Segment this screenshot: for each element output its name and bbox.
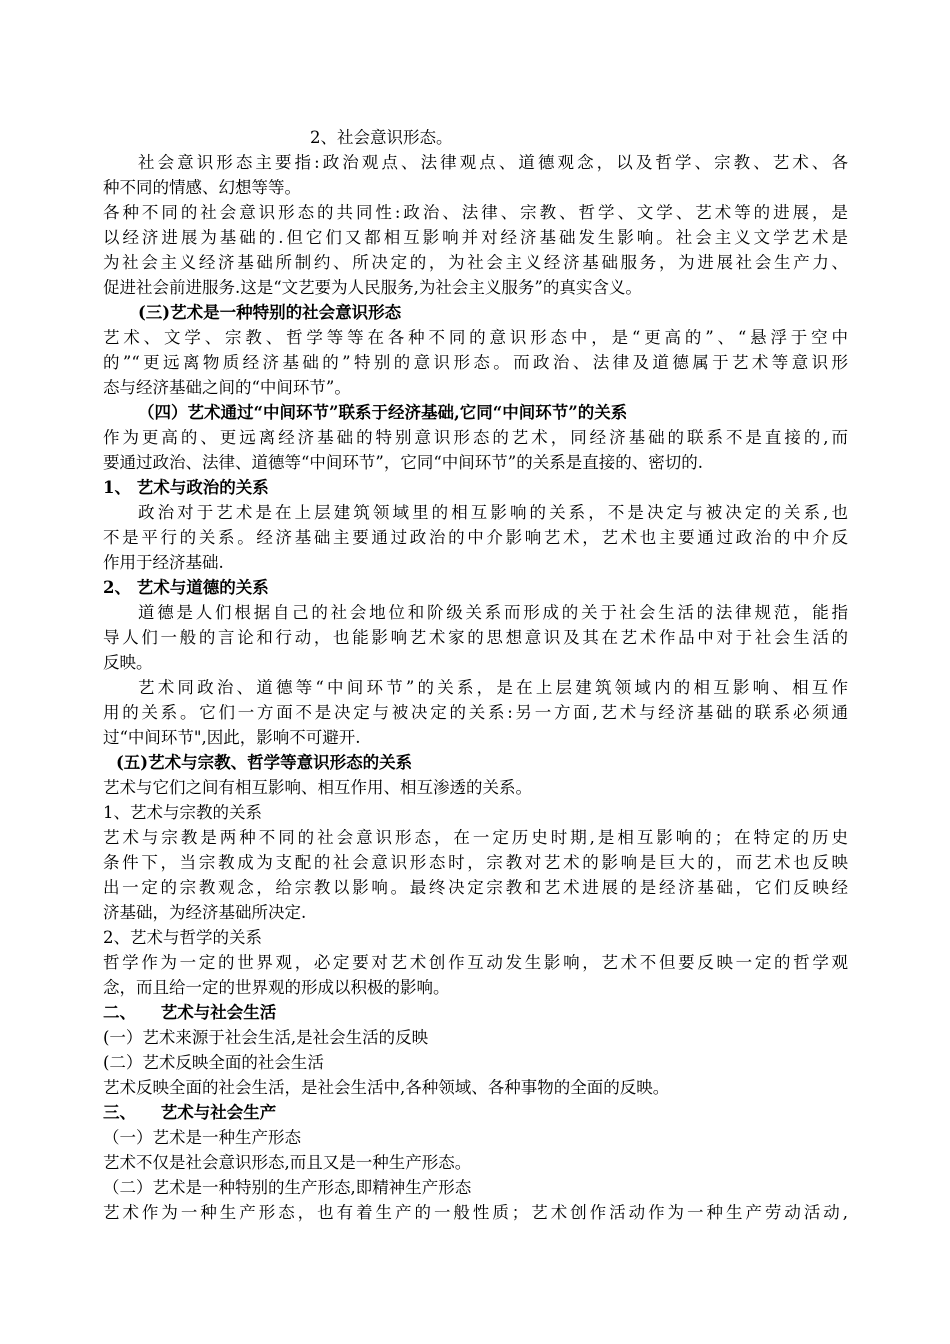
paragraph-line: （一）艺术是一种生产形态 bbox=[103, 1128, 301, 1147]
paragraph-line: (二）艺术反映全面的社会生活 bbox=[103, 1053, 324, 1072]
paragraph-line: 出一定的宗教观念，给宗教以影响。最终决定宗教和艺术进展的是经济基础，它们反映经 bbox=[103, 878, 848, 897]
paragraph-line: 用的关系。它们一方面不是决定与被决定的关系:另一方面,艺术与经济基础的联系必须通 bbox=[103, 703, 848, 722]
section-heading: 二、 艺术与社会生活 bbox=[103, 1003, 277, 1022]
paragraph-line: 哲学作为一定的世界观，必定要对艺术创作互动发生影响，艺术不但要反映一定的哲学观 bbox=[103, 953, 848, 972]
paragraph-line: 艺术与宗教是两种不同的社会意识形态，在一定历史时期,是相互影响的；在特定的历史 bbox=[103, 828, 848, 847]
section-heading: 2、 艺术与道德的关系 bbox=[103, 578, 269, 597]
paragraph-line: 济基础，为经济基础所决定. bbox=[103, 903, 307, 922]
paragraph-line: 艺术与它们之间有相互影响、相互作用、相互渗透的关系。 bbox=[103, 778, 532, 797]
paragraph-line: 种不同的情感、幻想等等。 bbox=[103, 178, 301, 197]
section-heading: (五)艺术与宗教、哲学等意识形态的关系 bbox=[116, 753, 413, 772]
paragraph-line: 不是平行的关系。经济基础主要通过政治的中介影响艺术，艺术也主要通过政治的中介反 bbox=[103, 528, 848, 547]
section-heading: 1、 艺术与政治的关系 bbox=[103, 478, 269, 497]
paragraph-line: 各种不同的社会意识形态的共同性:政治、法律、宗教、哲学、文学、艺术等的进展，是 bbox=[103, 203, 848, 222]
section-heading: (三)艺术是一种特别的社会意识形态 bbox=[138, 303, 402, 322]
paragraph-line: 作为更高的、更远离经济基础的特别意识形态的艺术，同经济基础的联系不是直接的,而 bbox=[103, 428, 848, 447]
paragraph-line: 念，而且给一定的世界观的形成以积极的影响。 bbox=[103, 978, 450, 997]
section-heading: 2、社会意识形态。 bbox=[310, 128, 453, 147]
paragraph-line: 过“中间环节",因此，影响不可避开. bbox=[103, 728, 361, 747]
paragraph-line: 艺术、文学、宗教、哲学等等在各种不同的意识形态中，是“更高的”、“悬浮于空中 bbox=[103, 328, 848, 347]
paragraph-line: 1、艺术与宗教的关系 bbox=[103, 803, 262, 822]
paragraph-line: 为社会主义经济基础所制约、所决定的，为社会主义经济基础服务，为进展社会生产力、 bbox=[103, 253, 848, 272]
paragraph-line: 的”“更远离物质经济基础的”特别的意识形态。而政治、法律及道德属于艺术等意识形 bbox=[103, 353, 848, 372]
paragraph-line: (一）艺术来源于社会生活,是社会生活的反映 bbox=[103, 1028, 429, 1047]
paragraph-line: 作用于经济基础. bbox=[103, 553, 224, 572]
paragraph-line: 艺术同政治、道德等“中间环节”的关系，是在上层建筑领域内的相互影响、相互作 bbox=[138, 678, 848, 697]
paragraph-line: 以经济进展为基础的.但它们又都相互影响并对经济基础发生影响。社会主义文学艺术是 bbox=[103, 228, 848, 247]
section-heading: （四）艺术通过“中间环节”联系于经济基础,它同“中间环节”的关系 bbox=[138, 403, 628, 422]
paragraph-line: 条件下，当宗教成为支配的社会意识形态时，宗教对艺术的影响是巨大的，而艺术也反映 bbox=[103, 853, 848, 872]
paragraph-line: 社会意识形态主要指:政治观点、法律观点、道德观念，以及哲学、宗教、艺术、各 bbox=[138, 153, 848, 172]
paragraph-line: 导人们一般的言论和行动，也能影响艺术家的思想意识及其在艺术作品中对于社会生活的 bbox=[103, 628, 848, 647]
section-heading: 三、 艺术与社会生产 bbox=[103, 1103, 277, 1122]
paragraph-line: 反映。 bbox=[103, 653, 153, 672]
paragraph-line: 2、艺术与哲学的关系 bbox=[103, 928, 262, 947]
paragraph-line: 要通过政治、法律、道德等“中间环节”，它同“中间环节”的关系是直接的、密切的. bbox=[103, 453, 703, 472]
paragraph-line: 态与经济基础之间的“中间环节”。 bbox=[103, 378, 351, 397]
paragraph-line: 艺术作为一种生产形态，也有着生产的一般性质；艺术创作活动作为一种生产劳动活动, bbox=[103, 1203, 848, 1222]
paragraph-line: 促进社会前进服务.这是“文艺要为人民服务,为社会主义服务”的真实含义。 bbox=[103, 278, 642, 297]
paragraph-line: 道德是人们根据自己的社会地位和阶级关系而形成的关于社会生活的法律规范，能指 bbox=[138, 603, 848, 622]
paragraph-line: 艺术不仅是社会意识形态,而且又是一种生产形态。 bbox=[103, 1153, 472, 1172]
paragraph-line: 艺术反映全面的社会生活，是社会生活中,各种领域、各种事物的全面的反映。 bbox=[103, 1078, 670, 1097]
paragraph-line: （二）艺术是一种特别的生产形态,即精神生产形态 bbox=[103, 1178, 472, 1197]
paragraph-line: 政治对于艺术是在上层建筑领域里的相互影响的关系，不是决定与被决定的关系,也 bbox=[138, 503, 848, 522]
